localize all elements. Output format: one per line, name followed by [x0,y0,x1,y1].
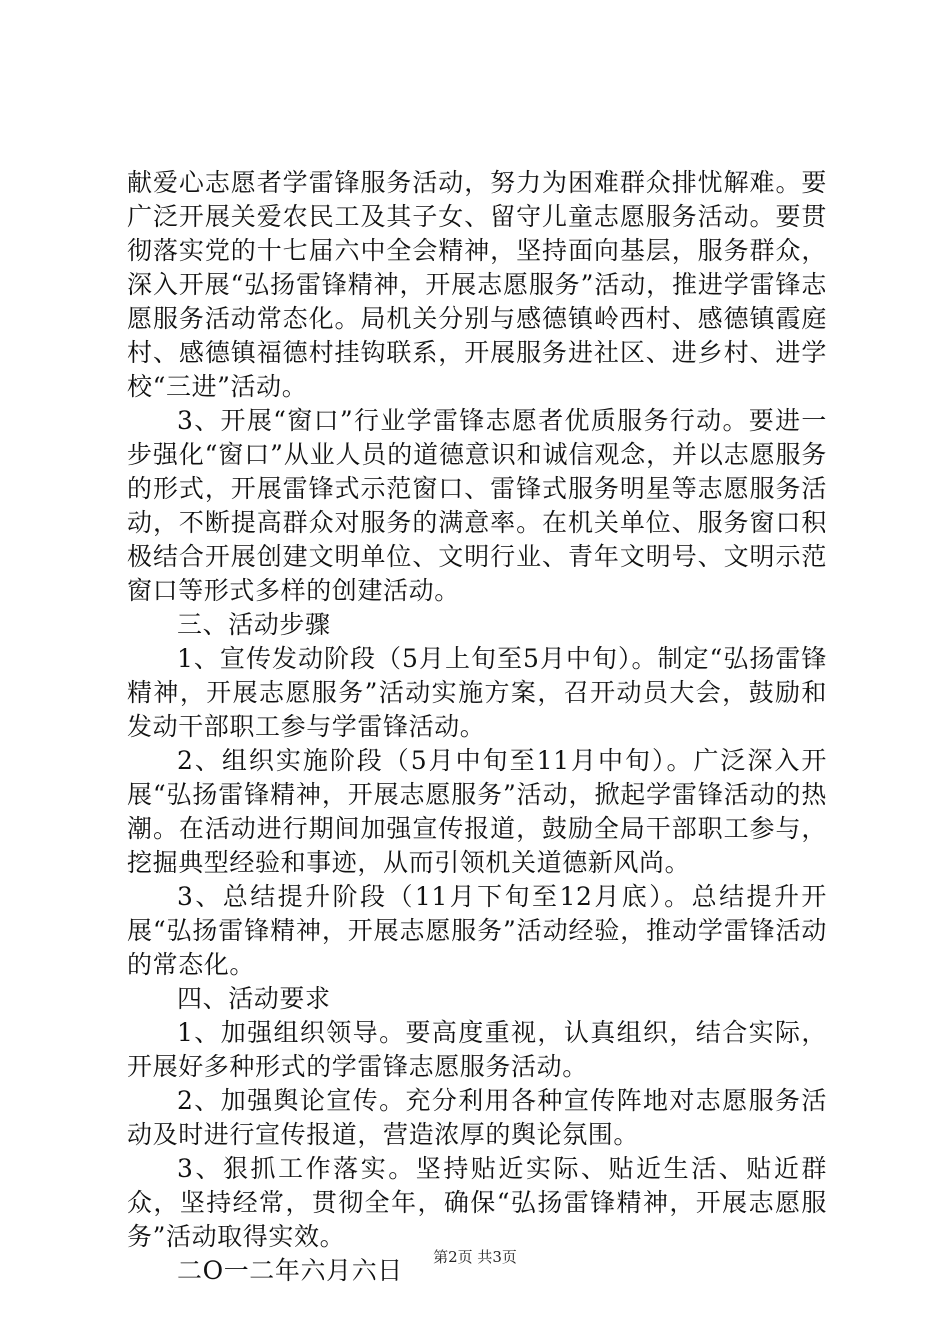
document-date: 二O一二年六月六日 [177,1256,403,1285]
paragraph-requirement-1: 1、加强组织领导。要高度重视，认真组织，结合实际，开展好多种形式的学雷锋志愿服务活动。 [127,1018,827,1081]
paragraph-requirement-2: 2、加强舆论宣传。充分利用各种宣传阵地对志愿服务活动及时进行宣传报道，营造浓厚的舆论氛围。 [127,1086,827,1149]
section-heading-activity-requirements: 四、活动要求 [177,984,331,1013]
page-number-footer: 第2页 共3页 [433,1248,517,1266]
paragraph-window-service: 3、开展“窗口”行业学雷锋志愿者优质服务行动。要进一步强化“窗口”从业人员的道德意识和诚信观念，并以志愿服务的形式，开展雷锋式示范窗口、雷锋式服务明星等志愿服务活动，不断提高群众对服务的满意率。在机关单位、服务窗口积极结合开展创建文明单位、文明行业、青年文明号、文明示范窗口等形式多样的创建活动。 [127,406,827,605]
paragraph-requirement-3: 3、狠抓工作落实。坚持贴近实际、贴近生活、贴近群众，坚持经常，贯彻全年，确保“弘扬雷锋精神，开展志愿服务”活动取得实效。 [127,1154,827,1251]
document-body [127,166,827,1288]
section-heading-activity-steps: 三、活动步骤 [177,610,331,639]
paragraph-continuation: 献爱心志愿者学雷锋服务活动，努力为困难群众排忧解难。要广泛开展关爱农民工及其子女、留守儿童志愿服务活动。要贯彻落实党的十七届六中全会精神，坚持面向基层，服务群众，深入开展“弘扬雷锋精神，开展志愿服务”活动，推进学雷锋志愿服务活动常态化。局机关分别与感德镇岭西村、感德镇霞庭村、感德镇福德村挂钩联系，开展服务进社区、进乡村、进学校“三进”活动。 [127,168,827,401]
paragraph-step-3: 3、总结提升阶段（11月下旬至12月底）。总结提升开展“弘扬雷锋精神，开展志愿服务”活动经验，推动学雷锋活动的常态化。 [127,882,827,979]
paragraph-step-1: 1、宣传发动阶段（5月上旬至5月中旬）。制定“弘扬雷锋精神，开展志愿服务”活动实施方案，召开动员大会，鼓励和发动干部职工参与学雷锋活动。 [127,644,827,741]
paragraph-step-2: 2、组织实施阶段（5月中旬至11月中旬）。广泛深入开展“弘扬雷锋精神，开展志愿服务”活动，掀起学雷锋活动的热潮。在活动进行期间加强宣传报道，鼓励全局干部职工参与，挖掘典型经验和事迹，从而引领机关道德新风尚。 [127,746,827,877]
